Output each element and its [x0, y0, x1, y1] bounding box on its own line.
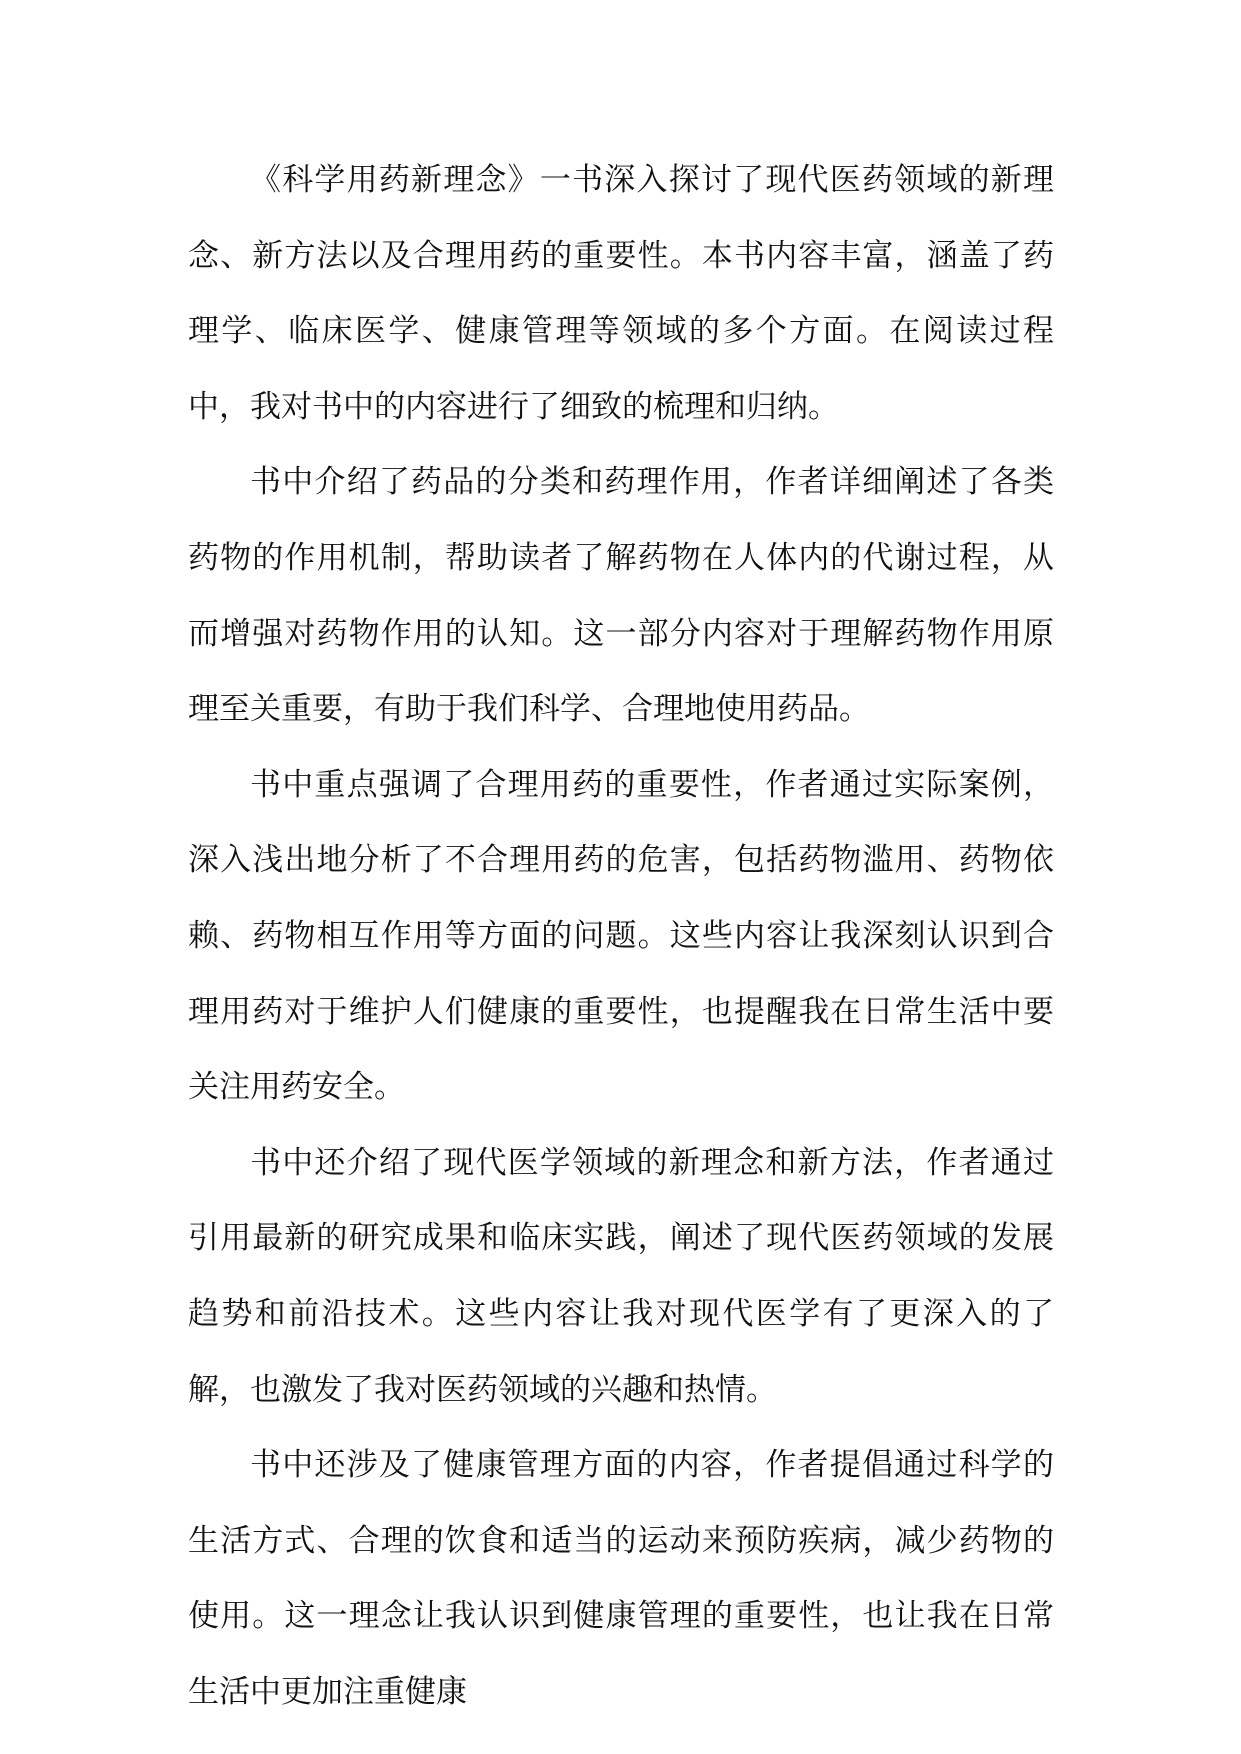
- paragraph-3: 书中重点强调了合理用药的重要性，作者通过实际案例，深入浅出地分析了不合理用药的危害，包括药物滥用、药物依赖、药物相互作用等方面的问题。这些内容让我深刻认识到合理用药对于维护人们健康的重要性，也提醒我在日常生活中要关注用药安全。: [188, 766, 1054, 1106]
- document-body: [188, 143, 1054, 1730]
- paragraph-1: 《科学用药新理念》一书深入探讨了现代医药领域的新理念、新方法以及合理用药的重要性。本书内容丰富，涵盖了药理学、临床医学、健康管理等领域的多个方面。在阅读过程中，我对书中的内容进行了细致的梳理和归纳。: [188, 162, 1054, 425]
- paragraph-5: 书中还涉及了健康管理方面的内容，作者提倡通过科学的生活方式、合理的饮食和适当的运动来预防疾病，减少药物的使用。这一理念让我认识到健康管理的重要性，也让我在日常生活中更加注重健康: [188, 1447, 1054, 1710]
- paragraph-4: 书中还介绍了现代医学领域的新理念和新方法，作者通过引用最新的研究成果和临床实践，阐述了现代医药领域的发展趋势和前沿技术。这些内容让我对现代医学有了更深入的了解，也激发了我对医药领域的兴趣和热情。: [188, 1144, 1054, 1408]
- paragraph-2: 书中介绍了药品的分类和药理作用，作者详细阐述了各类药物的作用机制，帮助读者了解药物在人体内的代谢过程，从而增强对药物作用的认知。这一部分内容对于理解药物作用原理至关重要，有助于我们科学、合理地使用药品。: [188, 464, 1054, 728]
